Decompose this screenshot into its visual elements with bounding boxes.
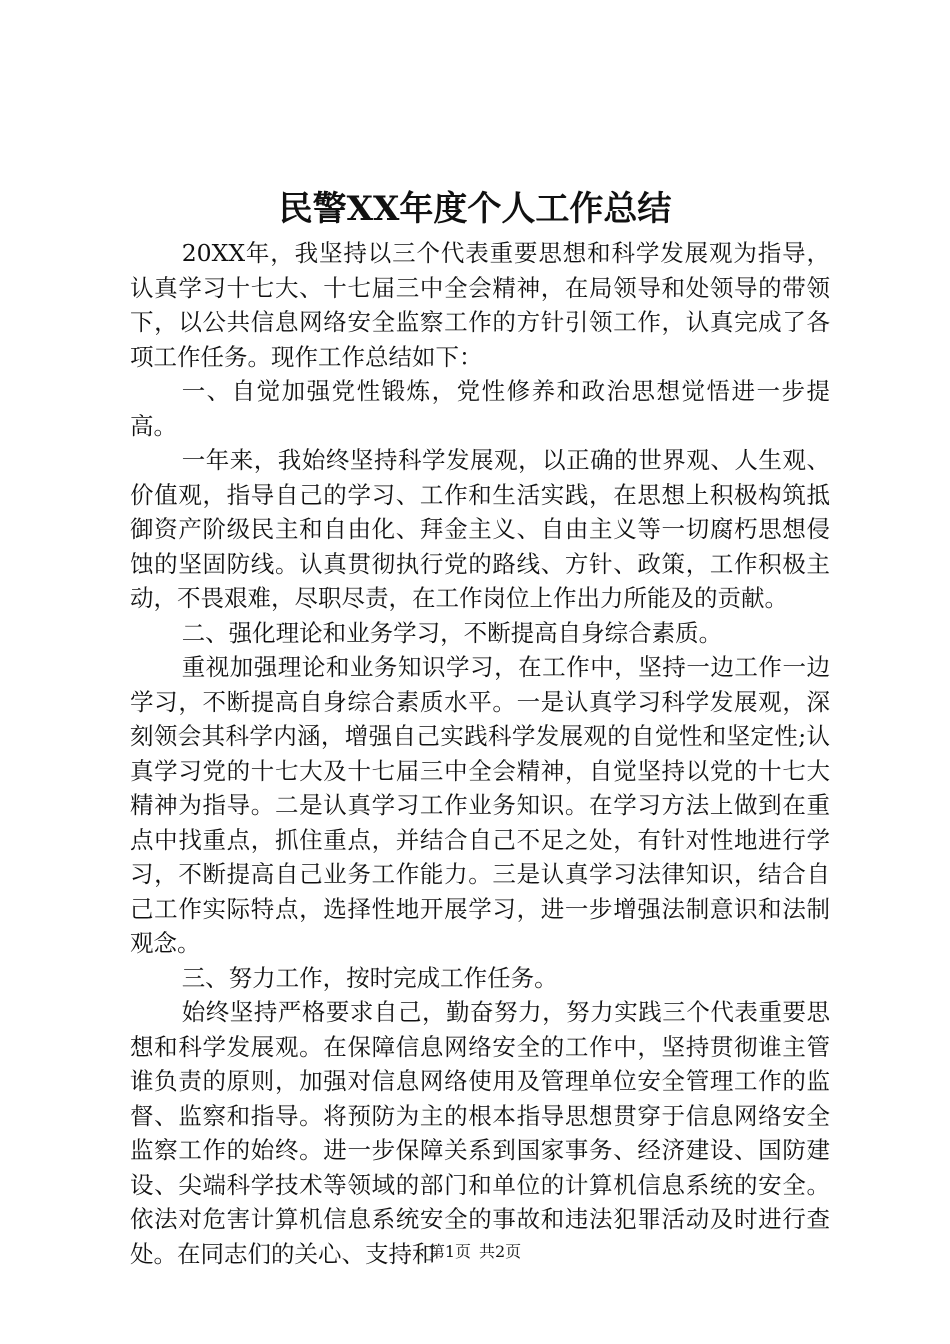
section-heading-3: 三、努力工作，按时完成工作任务。 (181, 963, 558, 992)
document-body (130, 236, 830, 1271)
page-footer (0, 1240, 950, 1264)
page-number: 第1页 (428, 1242, 471, 1261)
paragraph-section-3: 始终坚持严格要求自己，勤奋努力，努力实践三个代表重要思想和科学发展观。在保障信息网络安全的工作中，坚持贯彻谁主管谁负责的原则，加强对信息网络使用及管理单位安全管理工作的监督、监察和指导。将预防为主的根本指导思想贯穿于信息网络安全监察工作的始终。进一步保障关系到国家事务、经济建设、国防建设、尖端科学技术等领域的部门和单位的计算机信息系统的安全。依法对危害计算机信息系统安全的事故和违法犯罪活动及时进行查处。在同志们的关心、支持和 (130, 998, 830, 1268)
paragraph-section-2: 重视加强理论和业务知识学习，在工作中，坚持一边工作一边学习，不断提高自身综合素质水平。一是认真学习科学发展观，深刻领会其科学内涵，增强自己实践科学发展观的自觉性和坚定性;认真学习党的十七大及十七届三中全会精神，自觉坚持以党的十七大精神为指导。二是认真学习工作业务知识。在学习方法上做到在重点中找重点，抓住重点，并结合自己不足之处，有针对性地进行学习，不断提高自己业务工作能力。三是认真学习法律知识，结合自己工作实际特点，选择性地开展学习，进一步增强法制意识和法制观念。 (130, 653, 830, 957)
section-heading-2: 二、强化理论和业务学习，不断提高自身综合素质。 (181, 618, 723, 647)
paragraph-section-1: 一年来，我始终坚持科学发展观，以正确的世界观、人生观、价值观，指导自己的学习、工作和生活实践，在思想上积极构筑抵御资产阶级民主和自由化、拜金主义、自由主义等一切腐朽思想侵蚀的坚固防线。认真贯彻执行党的路线、方针、政策，工作积极主动，不畏艰难，尽职尽责，在工作岗位上作出力所能及的贡献。 (130, 446, 830, 612)
page-total: 共2页 (479, 1242, 522, 1261)
document-title: 民警XX年度个人工作总结 (278, 189, 672, 229)
paragraph-intro: 20XX年，我坚持以三个代表重要思想和科学发展观为指导，认真学习十七大、十七届三中全会精神，在局领导和处领导的带领下，以公共信息网络安全监察工作的方针引领工作，认真完成了各项工作任务。现作工作总结如下： (130, 239, 830, 371)
section-heading-1: 一、自觉加强党性锻炼，党性修养和政治思想觉悟进一步提高。 (130, 377, 830, 440)
